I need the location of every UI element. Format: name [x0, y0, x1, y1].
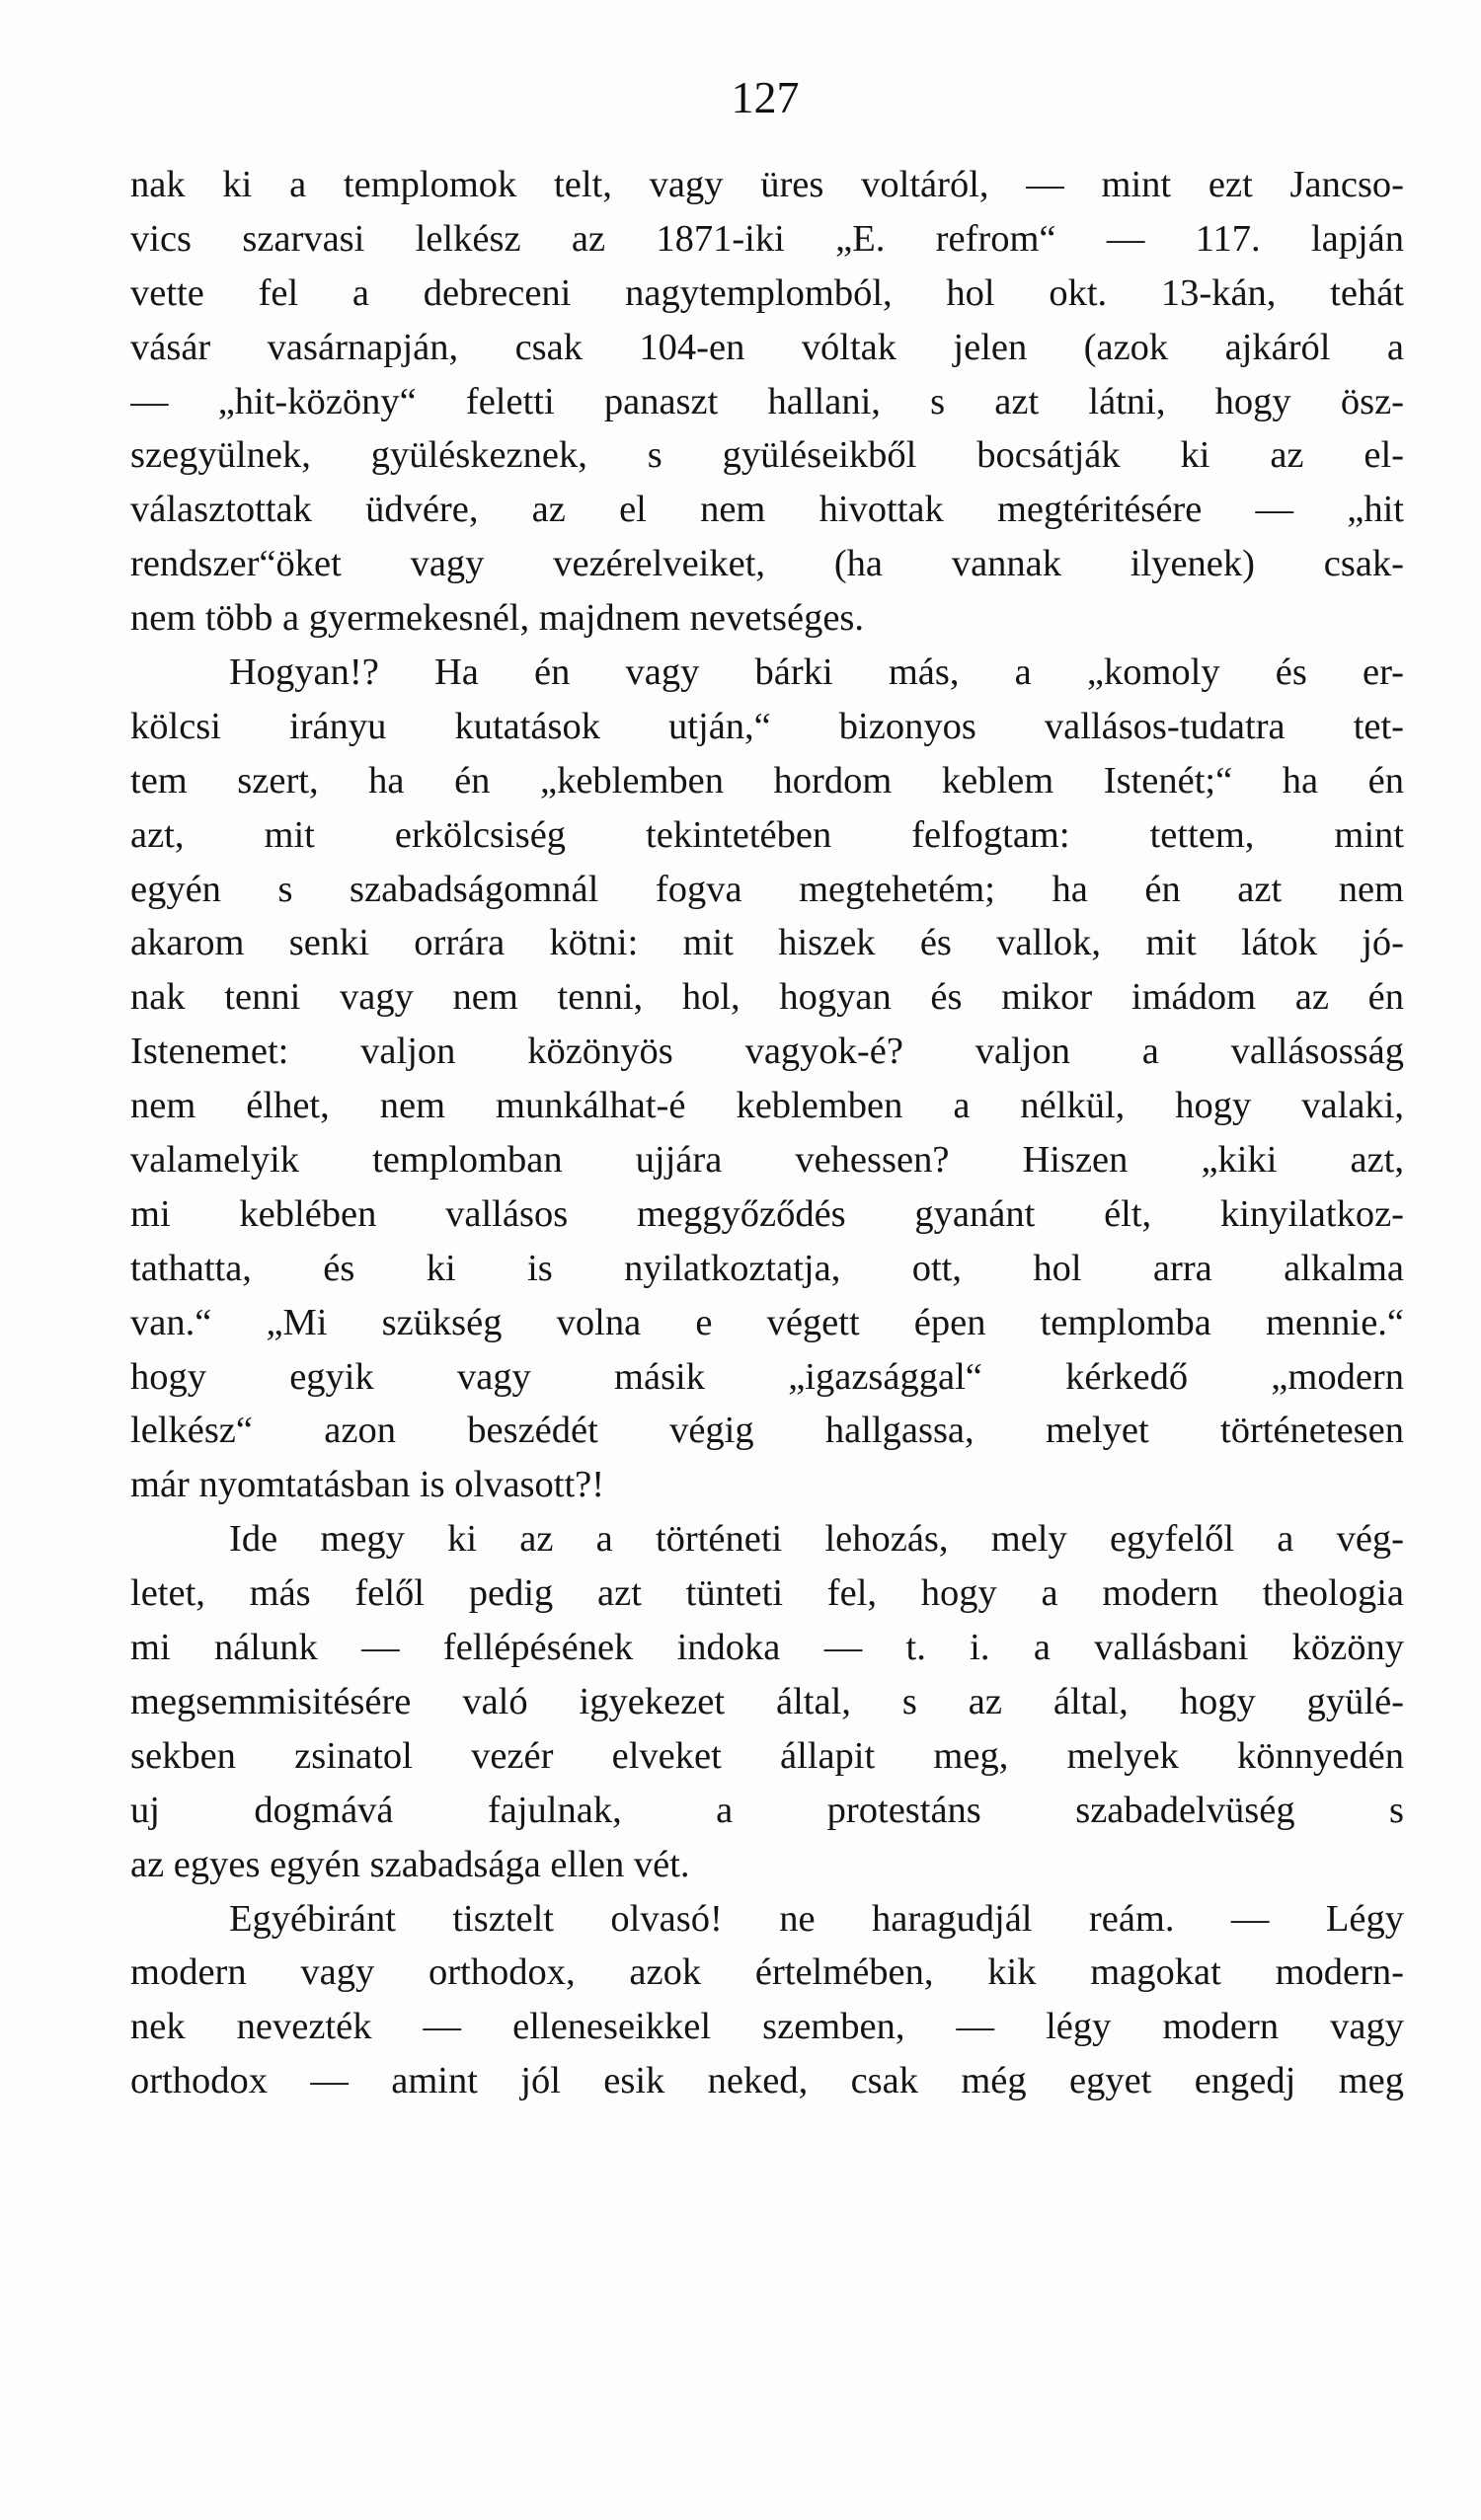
text-line: uj dogmává fajulnak, a protestáns szabadelvüség s: [130, 1789, 1404, 1831]
text-line: — „hit-közöny“ feletti panaszt hallani, s azt látni, hogy ösz-: [130, 380, 1404, 422]
text-line: akarom senki orrára kötni: mit hiszek és vallok, mit látok jó-: [130, 922, 1404, 964]
text-line: választottak üdvére, az el nem hivottak megtéritésére — „hit: [130, 489, 1404, 531]
text-line: nem több a gyermekesnél, majdnem nevetséges.: [130, 597, 865, 640]
text-line: hogy egyik vagy másik „igazsággal“ kérkedő „modern: [130, 1355, 1404, 1398]
text-line: nak tenni vagy nem tenni, hol, hogyan és mikor imádom az én: [130, 976, 1404, 1019]
text-line: letet, más felől pedig azt tünteti fel, hogy a modern theologia: [130, 1572, 1404, 1615]
text-line: nek nevezték — elleneseikkel szemben, — légy modern vagy: [130, 2006, 1404, 2048]
text-line: nem élhet, nem munkálhat-é keblemben a nélkül, hogy valaki,: [130, 1085, 1404, 1127]
text-line: Egyébiránt tisztelt olvasó! ne haragudjál reám. — Légy: [229, 1897, 1404, 1940]
text-line: van.“ „Mi szükség volna e végett épen templomba mennie.“: [130, 1301, 1404, 1343]
text-line: tathatta, és ki is nyilatkoztatja, ott, hol arra alkalma: [130, 1247, 1404, 1289]
text-line: megsemmisitésére való igyekezet által, s az által, hogy gyülé-: [130, 1680, 1404, 1722]
text-line: az egyes egyén szabadsága ellen vét.: [130, 1843, 690, 1885]
text-line: vette fel a debreceni nagytemplomból, hol okt. 13-kán, tehát: [130, 271, 1404, 314]
text-line: mi nálunk — fellépésének indoka — t. i. a vallásbani közöny: [130, 1627, 1404, 1669]
text-line: vics szarvasi lelkész az 1871-iki „E. refrom“ — 117. lapján: [130, 217, 1404, 260]
text-line: Istenemet: valjon közönyös vagyok-é? valjon a vallásosság: [130, 1031, 1404, 1073]
text-line: valamelyik templomban ujjára vehessen? Hiszen „kiki azt,: [130, 1139, 1404, 1182]
text-line: tem szert, ha én „keblemben hordom keblem Istenét;“ ha én: [130, 759, 1404, 802]
page-number: 127: [731, 72, 800, 122]
text-line: mi keblében vallásos meggyőződés gyanánt élt, kinyilatkoz-: [130, 1192, 1404, 1235]
body-text: [130, 158, 1404, 2108]
text-line: nak ki a templomok telt, vagy üres voltáról, — mint ezt Jancso-: [130, 164, 1404, 205]
text-line: vásár vasárnapján, csak 104-en vóltak jelen (azok ajkáról a: [130, 326, 1404, 368]
text-line: orthodox — amint jól esik neked, csak még egyet engedj meg: [130, 2060, 1404, 2102]
text-line: azt, mit erkölcsiség tekintetében felfogtam: tettem, mint: [130, 813, 1404, 856]
text-line: kölcsi irányu kutatások utján,“ bizonyos vallásos-tudatra tet-: [130, 705, 1404, 747]
text-line: sekben zsinatol vezér elveket állapit meg, melyek könnyedén: [130, 1734, 1404, 1777]
text-line: szegyülnek, gyüléskeznek, s gyüléseikből bocsátják ki az el-: [130, 434, 1404, 477]
text-line: Hogyan!? Ha én vagy bárki más, a „komoly és er-: [229, 651, 1404, 694]
text-line: modern vagy orthodox, azok értelmében, kik magokat modern-: [130, 1951, 1404, 1994]
text-line: már nyomtatásban is olvasott?!: [130, 1464, 605, 1506]
text-line: egyén s szabadságomnál fogva megtehetém; ha én azt nem: [130, 868, 1404, 910]
text-line: Ide megy ki az a történeti lehozás, mely egyfelől a vég-: [229, 1518, 1404, 1561]
text-line: rendszer“öket vagy vezérelveiket, (ha vannak ilyenek) csak-: [130, 543, 1404, 585]
text-line: lelkész“ azon beszédét végig hallgassa, melyet történetesen: [130, 1410, 1404, 1452]
